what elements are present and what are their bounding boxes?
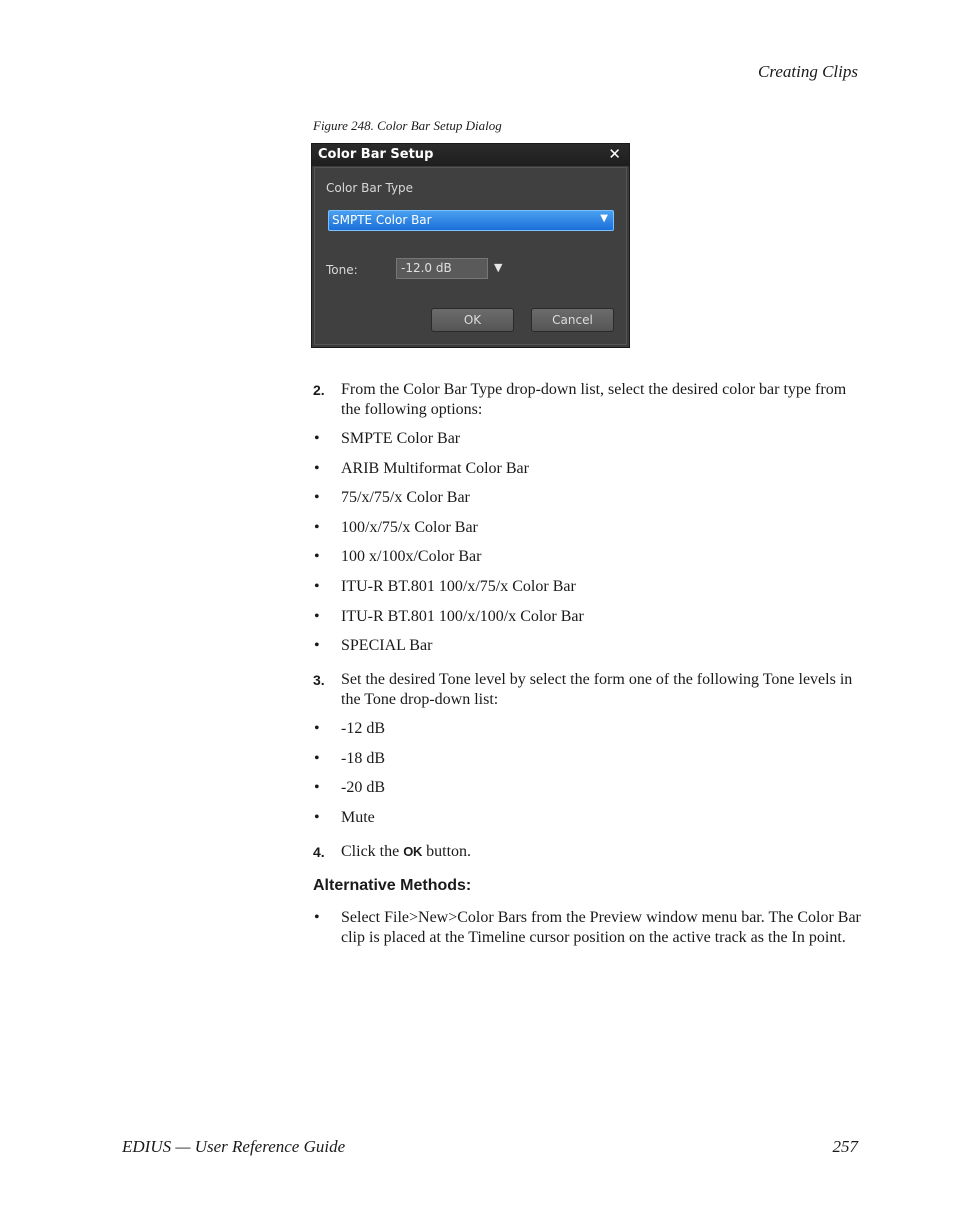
list-item: • 100 x/100x/Color Bar <box>313 547 861 567</box>
ok-key-label: OK <box>403 843 423 859</box>
step-text: From the Color Bar Type drop-down list, select the desired color bar type from the following options: <box>341 381 847 418</box>
tone-field[interactable] <box>396 258 488 279</box>
list-item: • -18 dB <box>313 749 861 769</box>
running-head: Creating Clips <box>758 62 858 81</box>
list-item: • SPECIAL Bar <box>313 636 861 656</box>
figure-caption: Figure 248. Color Bar Setup Dialog <box>313 118 502 133</box>
list-item: • ITU-R BT.801 100/x/100/x Color Bar <box>313 607 861 627</box>
dialog-body <box>314 167 627 345</box>
list-item: • -12 dB <box>313 719 861 739</box>
close-icon[interactable]: ✕ <box>608 145 621 163</box>
tone-label: Tone: <box>326 263 358 277</box>
color-bar-type-label: Color Bar Type <box>326 181 414 195</box>
cancel-button[interactable]: Cancel <box>531 308 614 332</box>
list-item: • Mute <box>313 808 861 828</box>
instructions <box>313 380 861 958</box>
step-4 <box>313 842 861 862</box>
step-text-after: button. <box>422 842 472 860</box>
step-text-before: Click the <box>341 842 404 860</box>
step-text: Set the desired Tone level by select the form one of the following Tone levels in the Tone drop-down list: <box>341 671 853 709</box>
tone-dropdown-arrow-icon[interactable]: ▼ <box>494 261 503 274</box>
page-number: 257 <box>832 1137 858 1156</box>
step-2 <box>313 380 861 420</box>
dialog-title: Color Bar Setup <box>318 147 434 162</box>
footer-title: EDIUS — User Reference Guide <box>122 1137 346 1156</box>
list-item: • Select File>New>Color Bars from the Preview window menu bar. The Color Bar clip is placed at the Timeline cursor position on the active track as the In point. <box>313 908 861 948</box>
alternative-methods-heading: Alternative Methods: <box>313 876 472 894</box>
list-item: • 100/x/75/x Color Bar <box>313 518 861 538</box>
list-item: • 75/x/75/x Color Bar <box>313 488 861 508</box>
tone-value: -12.0 dB <box>401 261 452 275</box>
step-number: 2. <box>313 382 325 398</box>
step-3 <box>313 670 861 710</box>
list-item: • SMPTE Color Bar <box>313 429 861 449</box>
list-item: • -20 dB <box>313 778 861 798</box>
list-item: • ARIB Multiformat Color Bar <box>313 459 861 479</box>
ok-button[interactable]: OK <box>431 308 514 332</box>
dialog-titlebar <box>312 144 629 166</box>
chevron-down-icon: ▼ <box>600 213 608 224</box>
color-bar-type-dropdown[interactable] <box>328 210 614 231</box>
color-bar-setup-dialog <box>311 143 630 348</box>
step-number: 3. <box>313 672 325 689</box>
color-bar-type-value: SMPTE Color Bar <box>332 213 432 227</box>
list-item: • ITU-R BT.801 100/x/75/x Color Bar <box>313 577 861 597</box>
step-number: 4. <box>313 843 325 860</box>
